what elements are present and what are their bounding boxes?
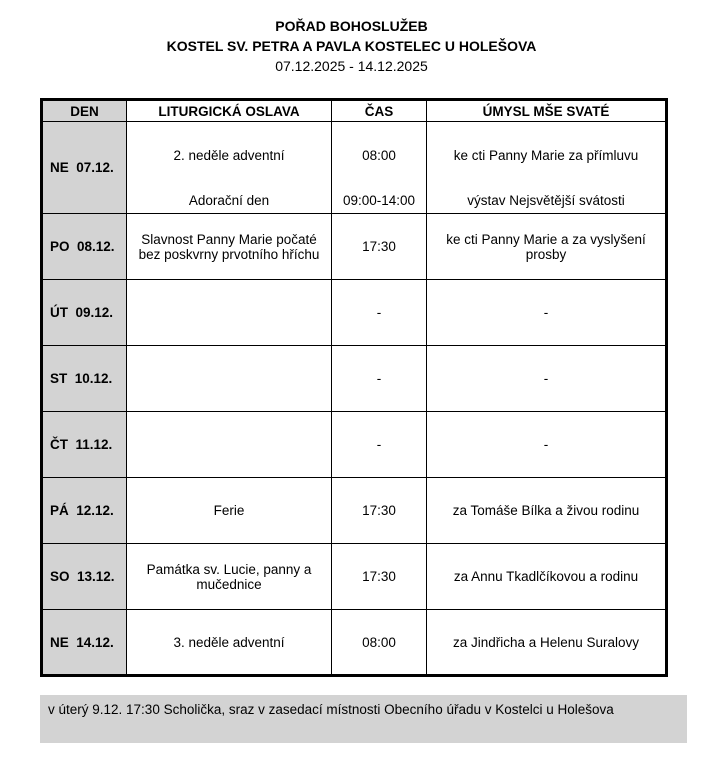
day-cell: NE 14.12. (42, 610, 127, 676)
intention-cell: - (427, 280, 667, 346)
title-block (0, 16, 703, 76)
time-cell: 17:30 (332, 214, 427, 280)
intention-cell: za Annu Tkadlčíkovou a rodinu (427, 544, 667, 610)
day-cell: ÚT 09.12. (42, 280, 127, 346)
celebration-cell: 3. neděle adventní (127, 610, 332, 676)
day-cell: NE 07.12. (42, 122, 127, 214)
table-row (42, 544, 667, 610)
intention-cell: za Jindřicha a Helenu Suralovy (427, 610, 667, 676)
table-row (42, 214, 667, 280)
church-name: KOSTEL SV. PETRA A PAVLA KOSTELEC U HOLEŠOVA (166, 38, 537, 54)
time-cell: 17:30 (332, 544, 427, 610)
table-row (42, 280, 667, 346)
column-header-den: DEN (42, 100, 127, 122)
time-cell: 17:30 (332, 478, 427, 544)
time-cell: - (332, 412, 427, 478)
celebration-cell (127, 280, 332, 346)
time-cell: - (332, 280, 427, 346)
celebration-cell: Památka sv. Lucie, panny a mučednice (127, 544, 332, 610)
intention-cell: - (427, 346, 667, 412)
table-row (42, 346, 667, 412)
schedule-title: POŘAD BOHOSLUŽEB (275, 18, 428, 34)
day-cell: ČT 11.12. (42, 412, 127, 478)
celebration-cell (127, 122, 332, 214)
header-row (42, 100, 667, 122)
intention-line-1: ke cti Panny Marie za přímluvu (453, 147, 639, 163)
day-cell: ST 10.12. (42, 346, 127, 412)
day-cell: PÁ 12.12. (42, 478, 127, 544)
schedule-table (40, 98, 668, 677)
celebration-line-2: Adorační den (188, 192, 270, 208)
time-cell: 08:00 (332, 610, 427, 676)
intention-line-2: výstav Nejsvětější svátosti (467, 192, 625, 208)
table-row (42, 610, 667, 676)
time-line-2: 09:00-14:00 (342, 192, 416, 208)
celebration-cell: Slavnost Panny Marie počaté bez poskvrny prvotního hříchu (127, 214, 332, 280)
column-header-celebration: LITURGICKÁ OSLAVA (127, 100, 332, 122)
intention-cell: ke cti Panny Marie a za vyslyšení prosby (427, 214, 667, 280)
day-cell: SO 13.12. (42, 544, 127, 610)
celebration-cell (127, 412, 332, 478)
intention-cell: za Tomáše Bílka a živou rodinu (427, 478, 667, 544)
table-row (42, 412, 667, 478)
time-cell: - (332, 346, 427, 412)
table-row (42, 478, 667, 544)
date-range: 07.12.2025 - 14.12.2025 (275, 58, 428, 74)
footer-note: v úterý 9.12. 17:30 Scholička, sraz v zasedací místnosti Obecního úřadu v Kostelci u Holešova (40, 695, 687, 743)
celebration-cell (127, 346, 332, 412)
time-cell (332, 122, 427, 214)
time-line-1: 08:00 (362, 147, 396, 163)
celebration-cell: Ferie (127, 478, 332, 544)
table-row (42, 122, 667, 214)
column-header-time: ČAS (332, 100, 427, 122)
day-cell: PO 08.12. (42, 214, 127, 280)
intention-cell: - (427, 412, 667, 478)
celebration-line-1: 2. neděle adventní (173, 147, 285, 163)
column-header-intention: ÚMYSL MŠE SVATÉ (427, 100, 667, 122)
intention-cell (427, 122, 667, 214)
